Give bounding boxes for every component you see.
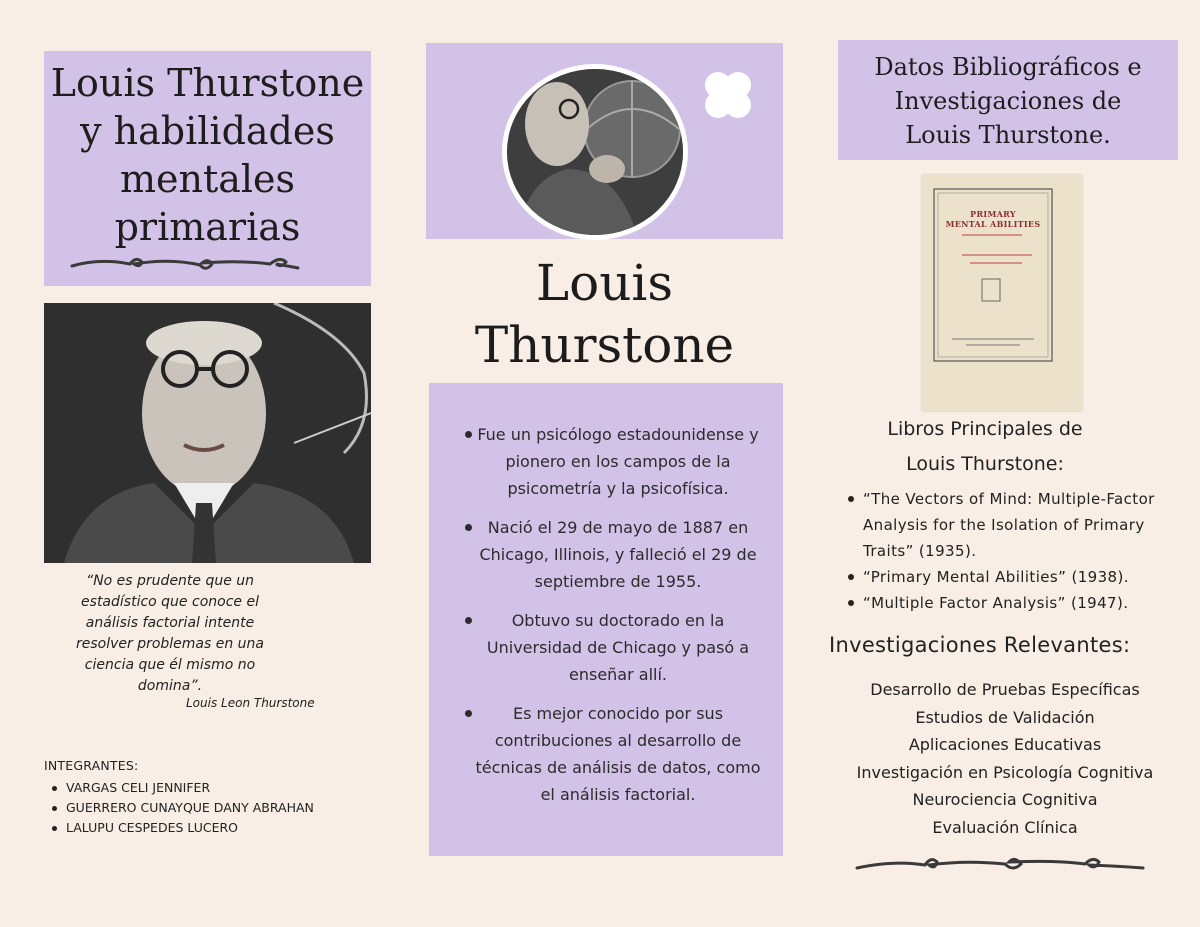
title-line: Louis Thurstone [50,61,365,105]
list-item: Investigación en Psicología Cognitiva [856,762,1154,782]
list-item: Neurociencia Cognitiva [912,790,1098,809]
research-list [830,676,1180,841]
circle-portrait-photo [502,64,688,240]
title-line: y habilidades [80,109,335,153]
biography-box [429,383,783,856]
members-list [44,778,314,838]
title-line: Datos Bibliográficos e [874,53,1142,81]
title-line: mentales [119,157,296,201]
list-item: “Multiple Factor Analysis” (1947). [845,590,1165,616]
title-line: Louis Thurstone. [905,121,1111,149]
list-item: LALUPU CESPEDES LUCERO [44,818,314,838]
list-item: Evaluación Clínica [932,817,1078,837]
list-item: Obtuvo su doctorado en la Universidad de Chicago y pasó a enseñar allí. [473,607,763,688]
biography-list [429,421,783,820]
heading-line: Louis Thurstone: [906,453,1064,475]
list-item: “The Vectors of Mind: Multiple-Factor Analysis for the Isolation of Primary Traits” (1935). [845,486,1165,564]
title-line: primarias [114,205,301,249]
swirl-divider-icon [855,850,1145,878]
title-line: Investigaciones de [894,87,1122,115]
book-cover-title [938,209,1048,229]
list-item: Estudios de Validación [915,707,1095,727]
list-item: “Primary Mental Abilities” (1938). [845,564,1165,590]
list-item: GUERRERO CUNAYQUE DANY ABRAHAN [44,798,314,818]
books-heading [840,412,1130,482]
books-list [845,486,1165,616]
flower-icon [700,67,756,123]
list-item: Es mejor conocido por sus contribuciones al desarrollo de técnicas de análisis de datos, como el análisis factorial. [473,700,763,808]
brochure-title [44,59,371,251]
list-item: Aplicaciones Educativas [908,735,1102,754]
portrait-photo [44,303,371,563]
title-box [44,51,371,286]
book-cover-title-line: MENTAL ABILITIES [945,219,1041,229]
heading-line: Libros Principales de [887,418,1083,440]
book-cover-title-line: PRIMARY [970,209,1016,219]
book-cover-image [922,175,1082,411]
subject-name [426,252,783,376]
members-heading: INTEGRANTES: [44,758,139,773]
quote-author: Louis Leon Thurstone [186,696,315,710]
list-item: VARGAS CELI JENNIFER [44,778,314,798]
swirl-divider-icon [70,252,300,276]
section-title-box [838,40,1178,160]
list-item: Fue un psicólogo estadounidense y pionero en los campos de la psicometría y la psicofísica. [473,421,763,502]
section-title [838,50,1178,152]
name-line: Thurstone [474,316,735,374]
list-item: Desarrollo de Pruebas Específicas [870,680,1140,699]
list-item: Nació el 29 de mayo de 1887 en Chicago, Illinois, y falleció el 29 de septiembre de 1955. [473,514,763,595]
research-heading: Investigaciones Relevantes: [829,633,1131,657]
quote: “No es prudente que un estadístico que conoce el análisis factorial intente resolver problemas en una ciencia que él mismo no domina”. [75,573,265,694]
name-line: Louis [535,254,674,312]
